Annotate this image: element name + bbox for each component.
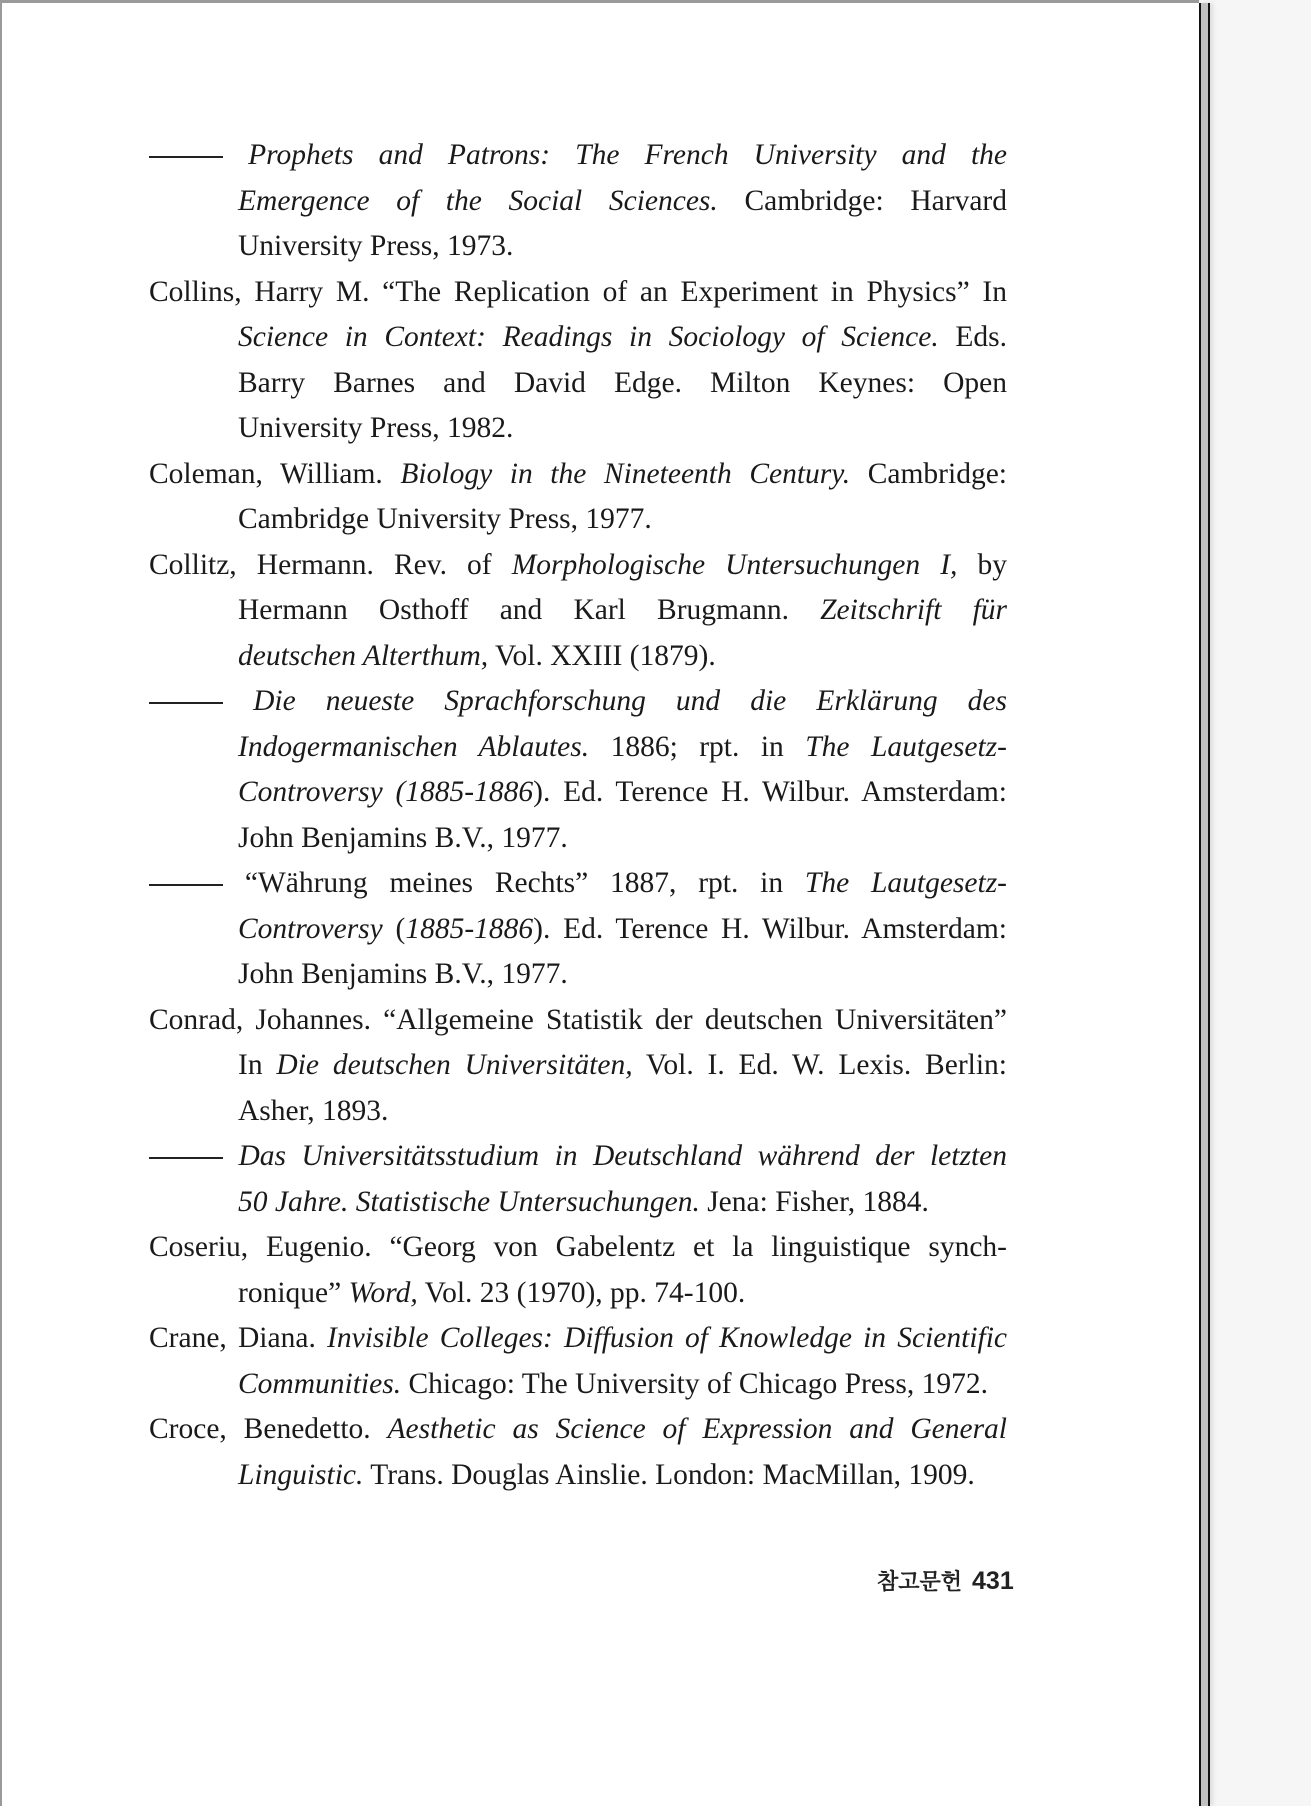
italic-title-text: Communities. [238,1367,402,1400]
entry-text: Vol. I. Ed. W. Lexis. Berlin: [632,1049,1007,1081]
entry-line [149,133,1007,179]
bibliography-entry [149,861,1007,998]
entry-text: Cambridge University Press, 1977. [238,503,652,535]
bibliography-entry [149,1316,1007,1407]
entry-line [149,270,1007,316]
entry-text: 1886; rpt. in [589,730,806,763]
bibliography-entry [149,270,1007,452]
entry-line [149,588,1007,634]
repeat-author-dash [149,702,223,704]
entry-text: “Währung meines Rechts” 1887, rpt. in [244,867,805,899]
bibliography-entry [149,452,1007,543]
entry-line [149,1453,1007,1499]
bibliography-entry [149,1225,1007,1316]
entry-text: Vol. 23 (1970), pp. 74-100. [417,1276,746,1309]
entry-text: In [238,1049,277,1081]
bibliography-list [149,133,1007,1498]
entry-text: ronique” [238,1276,349,1309]
italic-title-text: The Lautgesetz- [804,867,1007,899]
repeat-author-dash [149,1157,223,1159]
italic-title-text: Controversy [238,912,383,945]
entry-text: University Press, 1982. [238,412,514,444]
entry-text: Trans. Douglas Ainslie. London: MacMillan, 1909. [363,1458,975,1491]
page-number: 431 [972,1567,1014,1595]
entry-text: ( [382,912,406,945]
entry-text: Asher, 1893. [238,1094,389,1127]
italic-title-text: Biology in the Nineteenth Century. [400,457,851,490]
entry-line [149,543,1007,589]
entry-line [149,952,1007,998]
entry-line [149,497,1007,543]
italic-title-text: Zeitschrift für [820,594,1007,626]
entry-line [149,406,1007,452]
entry-text: ). Ed. Terence H. Wilbur. Amsterdam: [533,776,1007,808]
repeat-author-dash [149,884,223,886]
italic-title-text: Prophets and Patrons: The French University and the [248,139,1007,171]
entry-text: by [957,548,1007,581]
italic-title-text: The Lautgesetz- [805,730,1007,763]
entry-line [149,1362,1007,1408]
entry-text: Barry Barnes and David Edge. Milton Keynes: Open [238,366,1007,399]
entry-text: ). Ed. Terence H. Wilbur. Amsterdam: [533,912,1007,945]
entry-text: Coleman, William. [149,457,401,490]
entry-text: Jena: Fisher, 1884. [699,1185,929,1218]
entry-line [149,179,1007,225]
entry-text: Eds. [938,321,1007,353]
page-footer [877,1565,1014,1596]
italic-title-text: 50 Jahre. Statistische Untersuchungen. [238,1185,700,1218]
entry-line [149,634,1007,680]
entry-text: Croce, Benedetto. [149,1413,388,1445]
entry-line [149,998,1007,1044]
bibliography-entry [149,1407,1007,1498]
italic-title-text: Das Universitätsstudium in Deutschland während der letzten [238,1140,1007,1172]
entry-line [149,816,1007,862]
bibliography-entry [149,679,1007,861]
italic-title-text: Die deutschen Universitäten, [276,1049,633,1081]
entry-text: Hermann Osthoff and Karl Brugmann. [238,594,821,626]
entry-line [149,1407,1007,1453]
entry-line [149,315,1007,361]
italic-title-text: Indogermanischen Ablautes. [238,730,590,763]
italic-title-text: Science in Context: Readings in Sociology of Science. [238,321,939,353]
entry-line [149,907,1007,953]
entry-line [149,452,1007,498]
entry-text: Collins, Harry M. “The Replication of an Experiment in Physics” In [149,275,1007,308]
italic-title-text: Controversy (1885-1886 [238,776,534,808]
entry-line [149,770,1007,816]
italic-title-text: Emergence of the Social Sciences. [238,184,718,217]
italic-title-text: Word, [348,1276,418,1309]
entry-text: Conrad, Johannes. “Allgemeine Statistik der deutschen Universitäten” [149,1003,1007,1036]
italic-title-text: 1885-1886 [405,912,534,945]
bibliography-entry [149,133,1007,270]
entry-text: Cambridge: [850,457,1007,490]
entry-line [149,361,1007,407]
entry-line [149,725,1007,771]
entry-text: Cambridge: Harvard [717,184,1007,217]
entry-text: Collitz, Hermann. Rev. of [149,548,512,581]
entry-text: John Benjamins B.V., 1977. [238,958,568,990]
entry-line [149,1225,1007,1271]
entry-line [149,1134,1007,1180]
entry-text: John Benjamins B.V., 1977. [238,821,568,854]
entry-line [149,1043,1007,1089]
bibliography-entry [149,1134,1007,1225]
entry-line [149,224,1007,270]
entry-text: Vol. XXIII (1879). [488,639,716,672]
italic-title-text: Invisible Colleges: Diffusion of Knowledge in Scientific [327,1322,1007,1354]
entry-line [149,1180,1007,1226]
entry-text: Coseriu, Eugenio. “Georg von Gabelentz et la linguistique synch- [149,1231,1007,1263]
entry-line [149,1089,1007,1135]
entry-text: Chicago: The University of Chicago Press, 1972. [401,1367,988,1400]
bibliography-entry [149,998,1007,1135]
entry-line [149,1316,1007,1362]
entry-text: University Press, 1973. [238,230,514,262]
italic-title-text: Aesthetic as Science of Expression and General [387,1413,1007,1445]
italic-title-text: deutschen Alterthum, [238,639,489,672]
italic-title-text: Die neueste Sprachforschung und die Erklärung des [253,685,1007,717]
page-edge [1199,3,1210,1806]
bibliography-entry [149,543,1007,680]
italic-title-text: Morphologische Untersuchungen I, [511,548,958,581]
repeat-author-dash [149,156,223,158]
entry-line [149,861,1007,907]
italic-title-text: Linguistic. [238,1458,364,1491]
entry-text: Crane, Diana. [149,1322,328,1354]
entry-line [149,1271,1007,1317]
running-footer-section: 참고문헌 [877,1570,963,1595]
entry-line [149,679,1007,725]
